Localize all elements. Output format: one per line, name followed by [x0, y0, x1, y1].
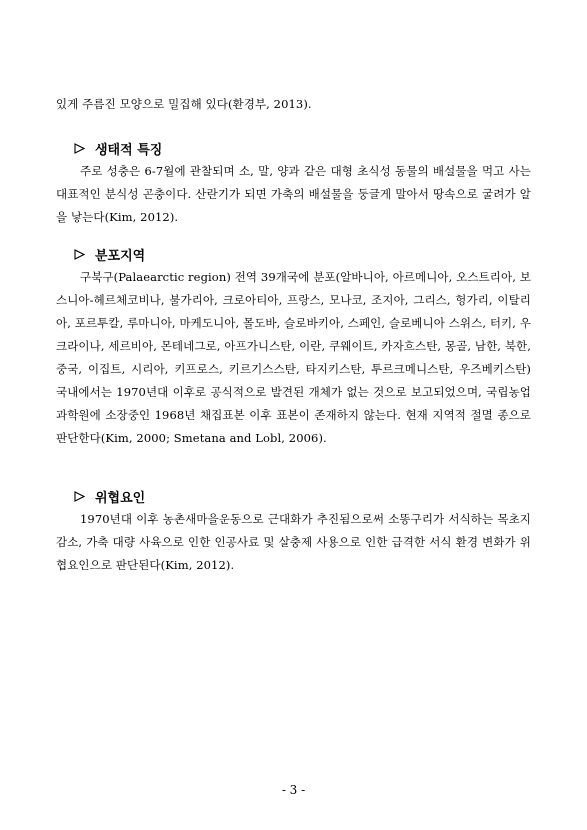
section-heading-text: 위협요인	[95, 491, 146, 506]
triangle-outline-right-icon	[74, 491, 85, 502]
section-heading-text: 생태적 특징	[95, 143, 163, 158]
section-body-distribution: 구북구(Palaearctic region) 전역 39개국에 분포(알바니아, 아르메니아, 오스트리아, 보스니아-헤르체코비나, 불가리아, 크로아티아, 프랑스, 모나코, 조지아, 그리스, 헝가리, 이탈리아, 포르투칼, 루마니아, 마케도니아, 몰도바, 슬로바키아, 스페인, 슬로베니아 스위스, 터키, 우크라이나, 세르비아, 몬테네그로, 아프가니스탄, 이란, 쿠웨이트, 카자흐스탄, 몽골, 남한, 북한, 중국, 이집트, 시리아, 키프로스, 키르기스스탄, 타지키스탄, 투르크메니스탄, 우즈베키스탄) 국내에서는 1970년대 이후로 공식적으로 발견된 개체가 없는 것으로 보고되었으며, 국립농업과학원에 소장중인 1968년 채집표본 이후 표본이 존재하지 않는다. 현재 지역적 절멸 종으로 판단한다(Kim, 2000; Smetana and Lobl, 2006).	[56, 270, 531, 445]
section-body-threats: 1970년대 이후 농촌새마을운동으로 근대화가 추진됨으로써 소똥구리가 서식하는 목초지 감소, 가축 대량 사육으로 인한 인공사료 및 살충제 사용으로 인한 급격한 서식 환경 변화가 위협요인으로 판단된다(Kim, 2012).	[56, 512, 531, 572]
page-number: - 3 -	[281, 783, 306, 797]
section-heading-threats	[74, 487, 145, 506]
section-heading-text: 분포지역	[95, 249, 146, 264]
triangle-outline-right-icon	[74, 143, 85, 154]
section-heading-ecology	[74, 139, 162, 158]
section-heading-distribution	[74, 245, 145, 264]
intro-paragraph: 있게 주름진 모양으로 밀집해 있다(환경부, 2013).	[56, 97, 312, 111]
triangle-outline-right-icon	[74, 249, 85, 260]
section-body-ecology: 주로 성충은 6-7월에 관찰되며 소, 말, 양과 같은 대형 초식성 동물의 배설물을 먹고 사는 대표적인 분식성 곤충이다. 산란기가 되면 가축의 배설물을 둥글게 말아서 땅속으로 굴려가 알을 낳는다(Kim, 2012).	[56, 164, 531, 224]
